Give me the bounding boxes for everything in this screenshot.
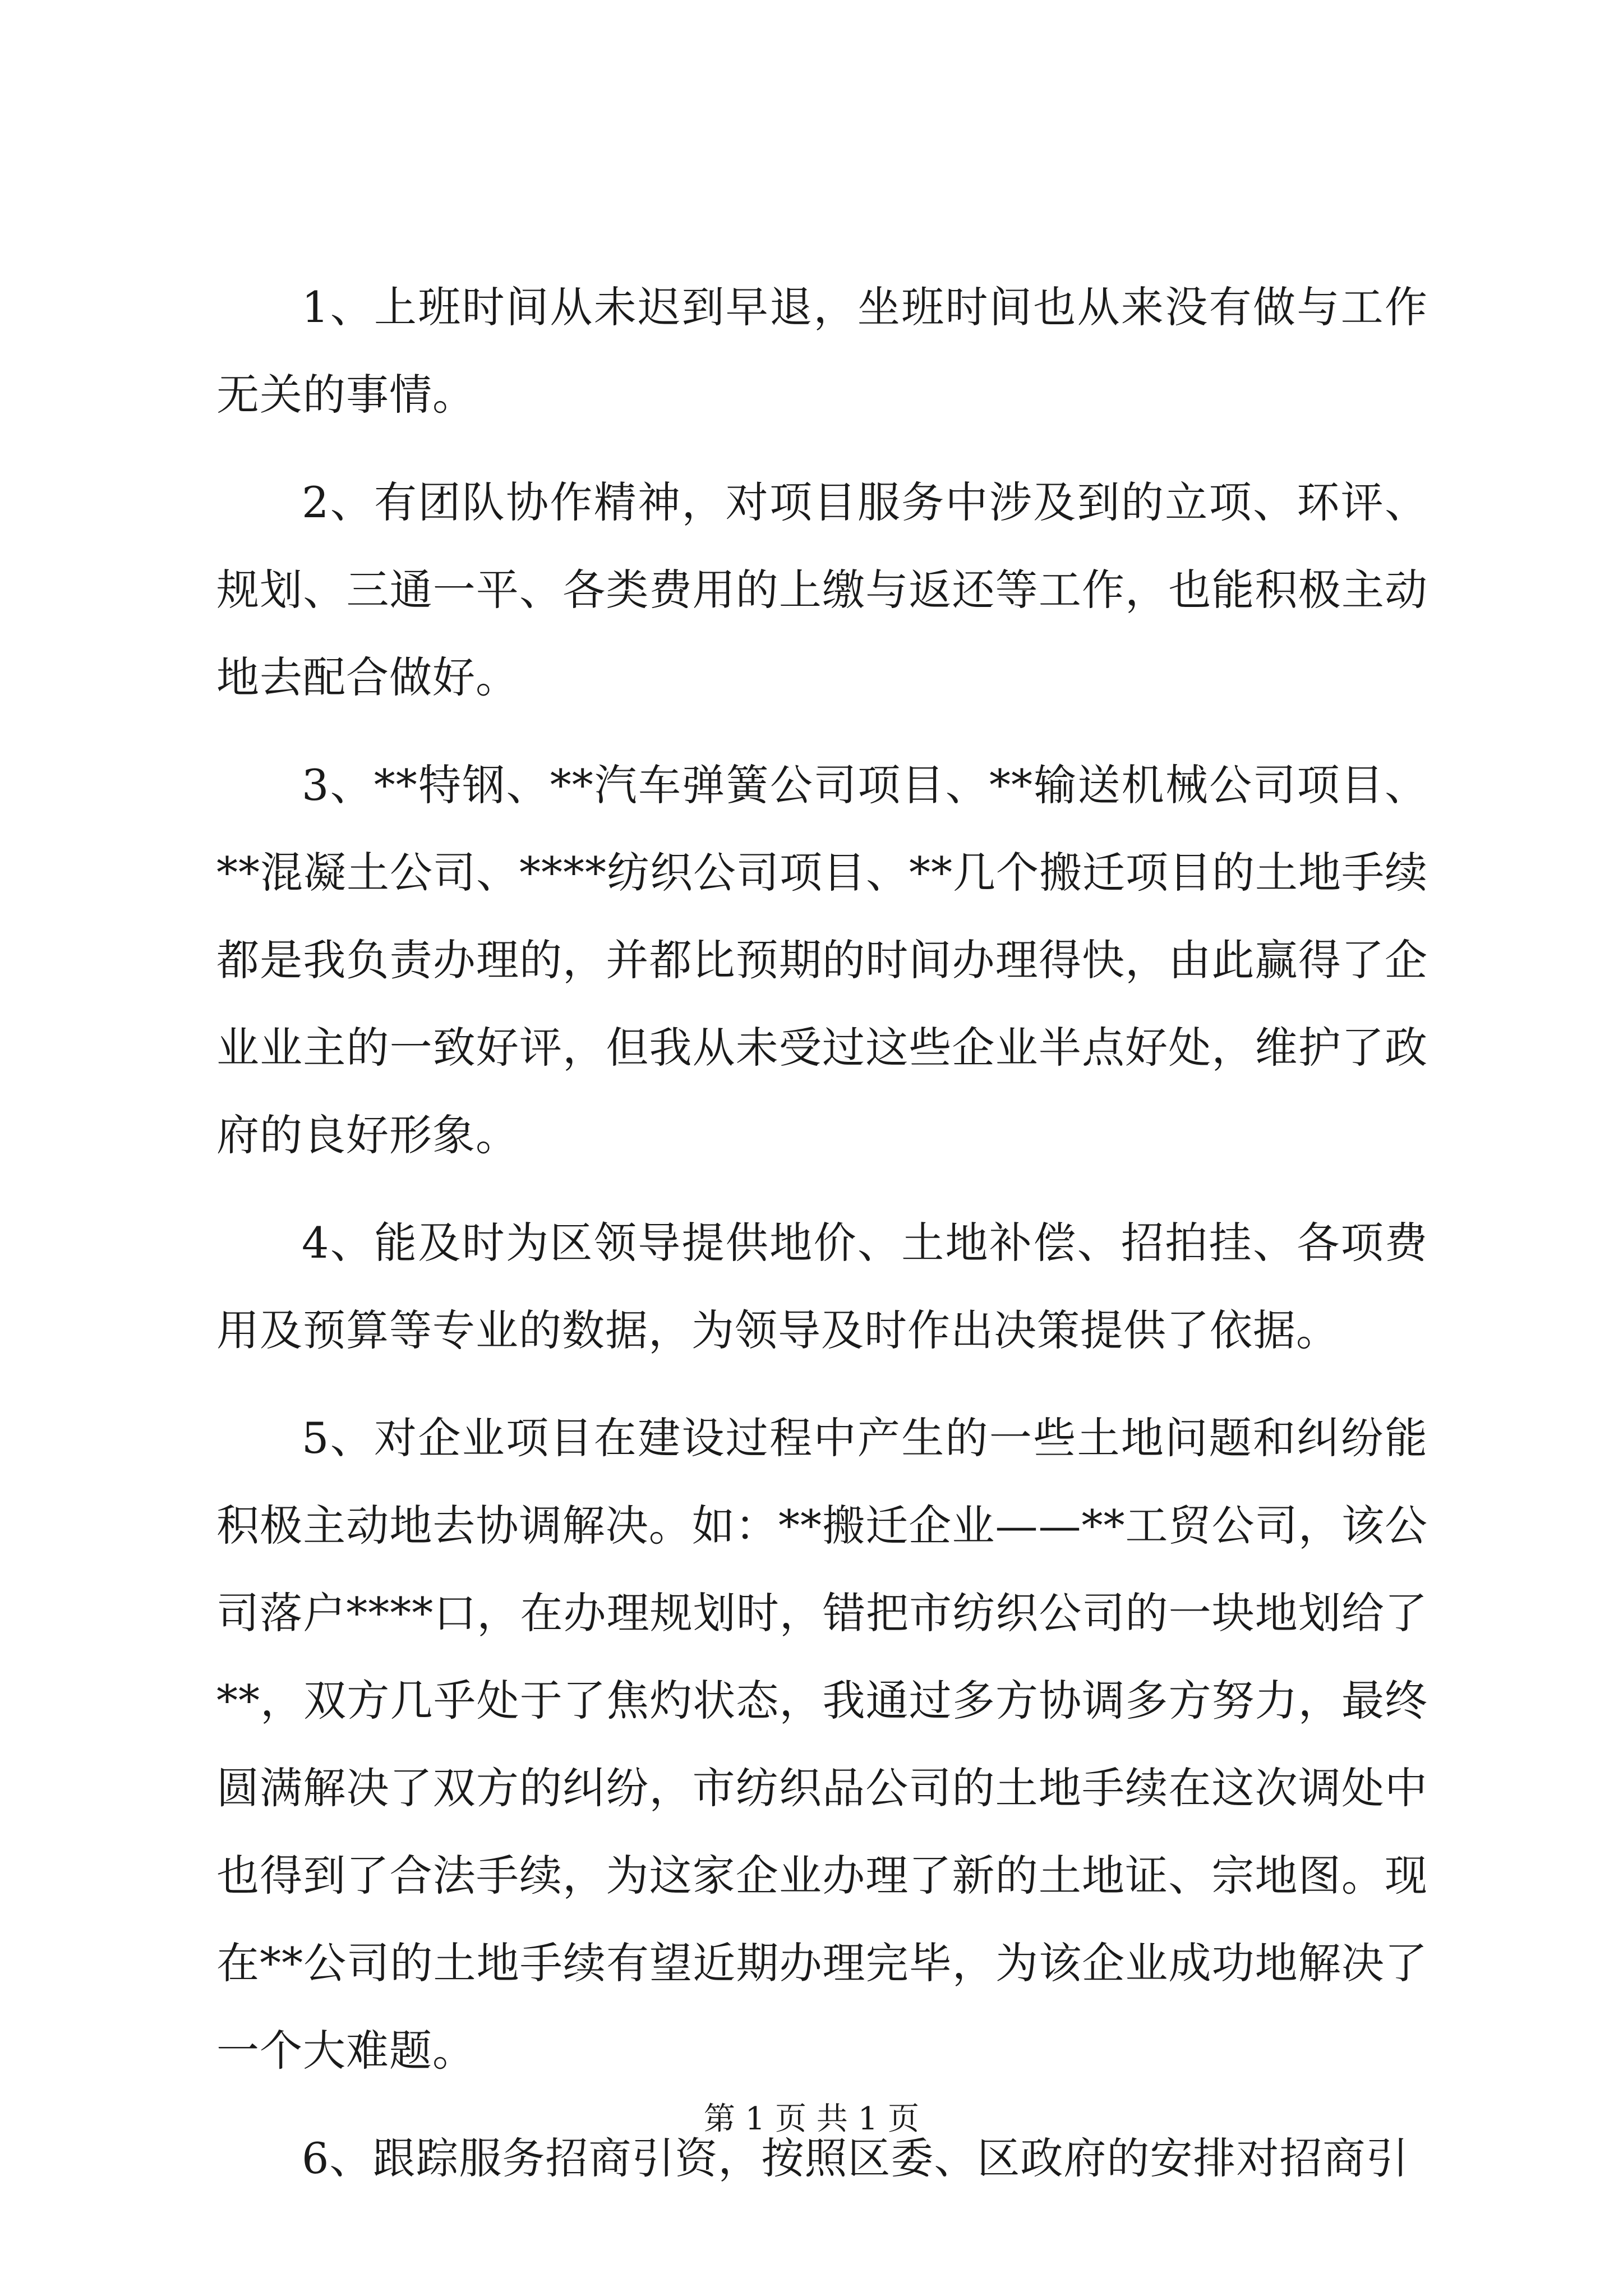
page-footer bbox=[0, 2097, 1623, 2142]
paragraph-3: 3、**特钢、**汽车弹簧公司项目、**输送机械公司项目、**混凝土公司、****纺织公司项目、**几个搬迁项目的土地手续都是我负责办理的，并都比预期的时间办理得快，由此赢得了企业业主的一致好评，但我从未受过这些企业半点好处，维护了政府的良好形象。 bbox=[216, 760, 1428, 1160]
paragraph-2: 2、有团队协作精神，对项目服务中涉及到的立项、环评、规划、三通一平、各类费用的上缴与返还等工作，也能积极主动地去配合做好。 bbox=[216, 477, 1428, 702]
document-body bbox=[216, 264, 1428, 2223]
paragraph-6: 6、跟踪服务招商引资，按照区委、区政府的安排对招商引 bbox=[302, 2133, 1409, 2183]
page-number-label: 第 1 页 共 1 页 bbox=[703, 2101, 920, 2137]
paragraph-1: 1、上班时间从未迟到早退，坐班时间也从来没有做与工作无关的事情。 bbox=[216, 282, 1428, 420]
paragraph-5: 5、对企业项目在建设过程中产生的一些土地问题和纠纷能积极主动地去协调解决。如：**搬迁企业——**工贸公司，该公司落户****口，在办理规划时，错把市纺织公司的一块地划给了**，双方几乎处于了焦灼状态，我通过多方协调多方努力，最终圆满解决了双方的纠纷，市纺织品公司的土地手续在这次调处中也得到了合法手续，为这家企业办理了新的土地证、宗地图。现在**公司的土地手续有望近期办理完毕，为该企业成功地解决了一个大难题。 bbox=[216, 1413, 1428, 2076]
paragraph-4: 4、能及时为区领导提供地价、土地补偿、招拍挂、各项费用及预算等专业的数据，为领导及时作出决策提供了依据。 bbox=[216, 1218, 1428, 1355]
